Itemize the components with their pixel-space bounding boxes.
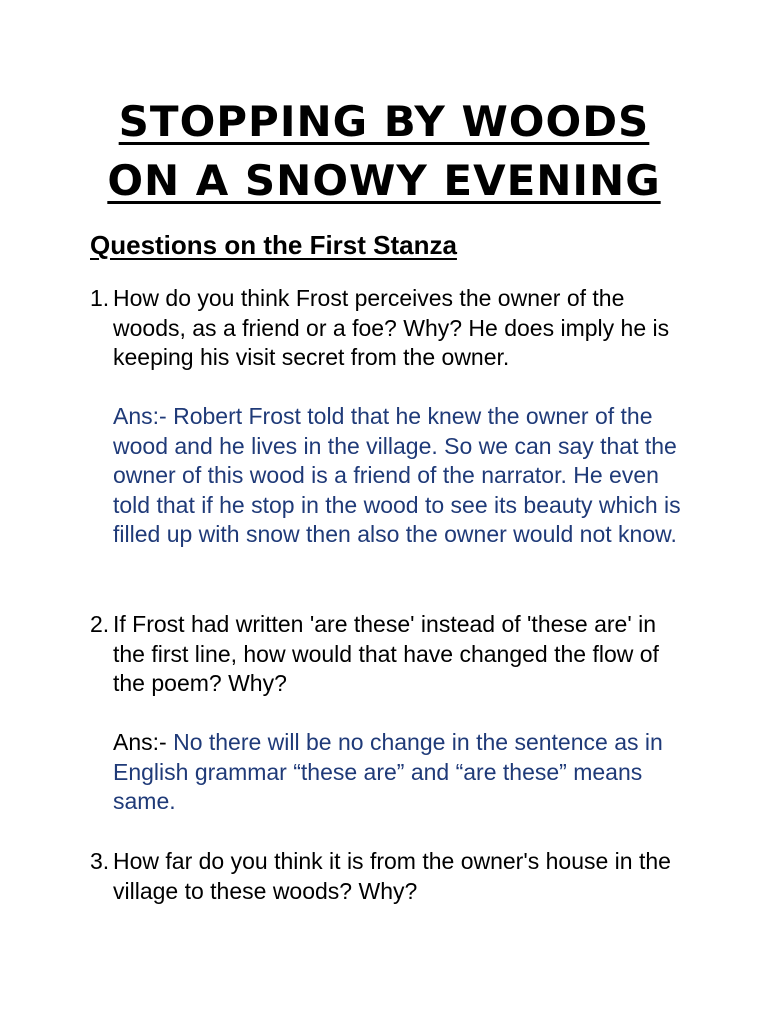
title-line-2: ON A SNOWY EVENING xyxy=(107,156,661,205)
answer-2-prefix: Ans:- xyxy=(113,729,174,755)
document-title xyxy=(0,92,768,210)
answer-2-text: No there will be no change in the sentence as in English grammar “these are” and “are these” means same. xyxy=(113,729,663,814)
question-3-number: 3. xyxy=(90,848,110,874)
question-2-text: If Frost had written 'are these' instead of 'these are' in the first line, how would that have changed the flow of the poem? Why? xyxy=(113,611,659,696)
question-1-number: 1. xyxy=(90,285,110,311)
question-1-text: How do you think Frost perceives the owner of the woods, as a friend or a foe? Why? He does imply he is keeping his visit secret from the owner. xyxy=(113,285,670,370)
answer-1 xyxy=(90,402,690,550)
answer-1-prefix: Ans:- xyxy=(113,403,174,429)
title-line-1: STOPPING BY WOODS xyxy=(118,97,650,146)
question-3 xyxy=(90,847,690,906)
section-heading: Questions on the First Stanza xyxy=(90,230,457,260)
answer-2 xyxy=(90,728,690,817)
question-2-number: 2. xyxy=(90,611,110,637)
question-3-text: How far do you think it is from the owner's house in the village to these woods? Why? xyxy=(113,848,671,904)
question-1 xyxy=(90,284,690,373)
question-2 xyxy=(90,610,690,699)
answer-1-text: Robert Frost told that he knew the owner of the wood and he lives in the village. So we can say that the owner of this wood is a friend of the narrator. He even told that if he stop in the wood to see its beauty which is filled up with snow then also the owner would not know. xyxy=(113,403,681,547)
